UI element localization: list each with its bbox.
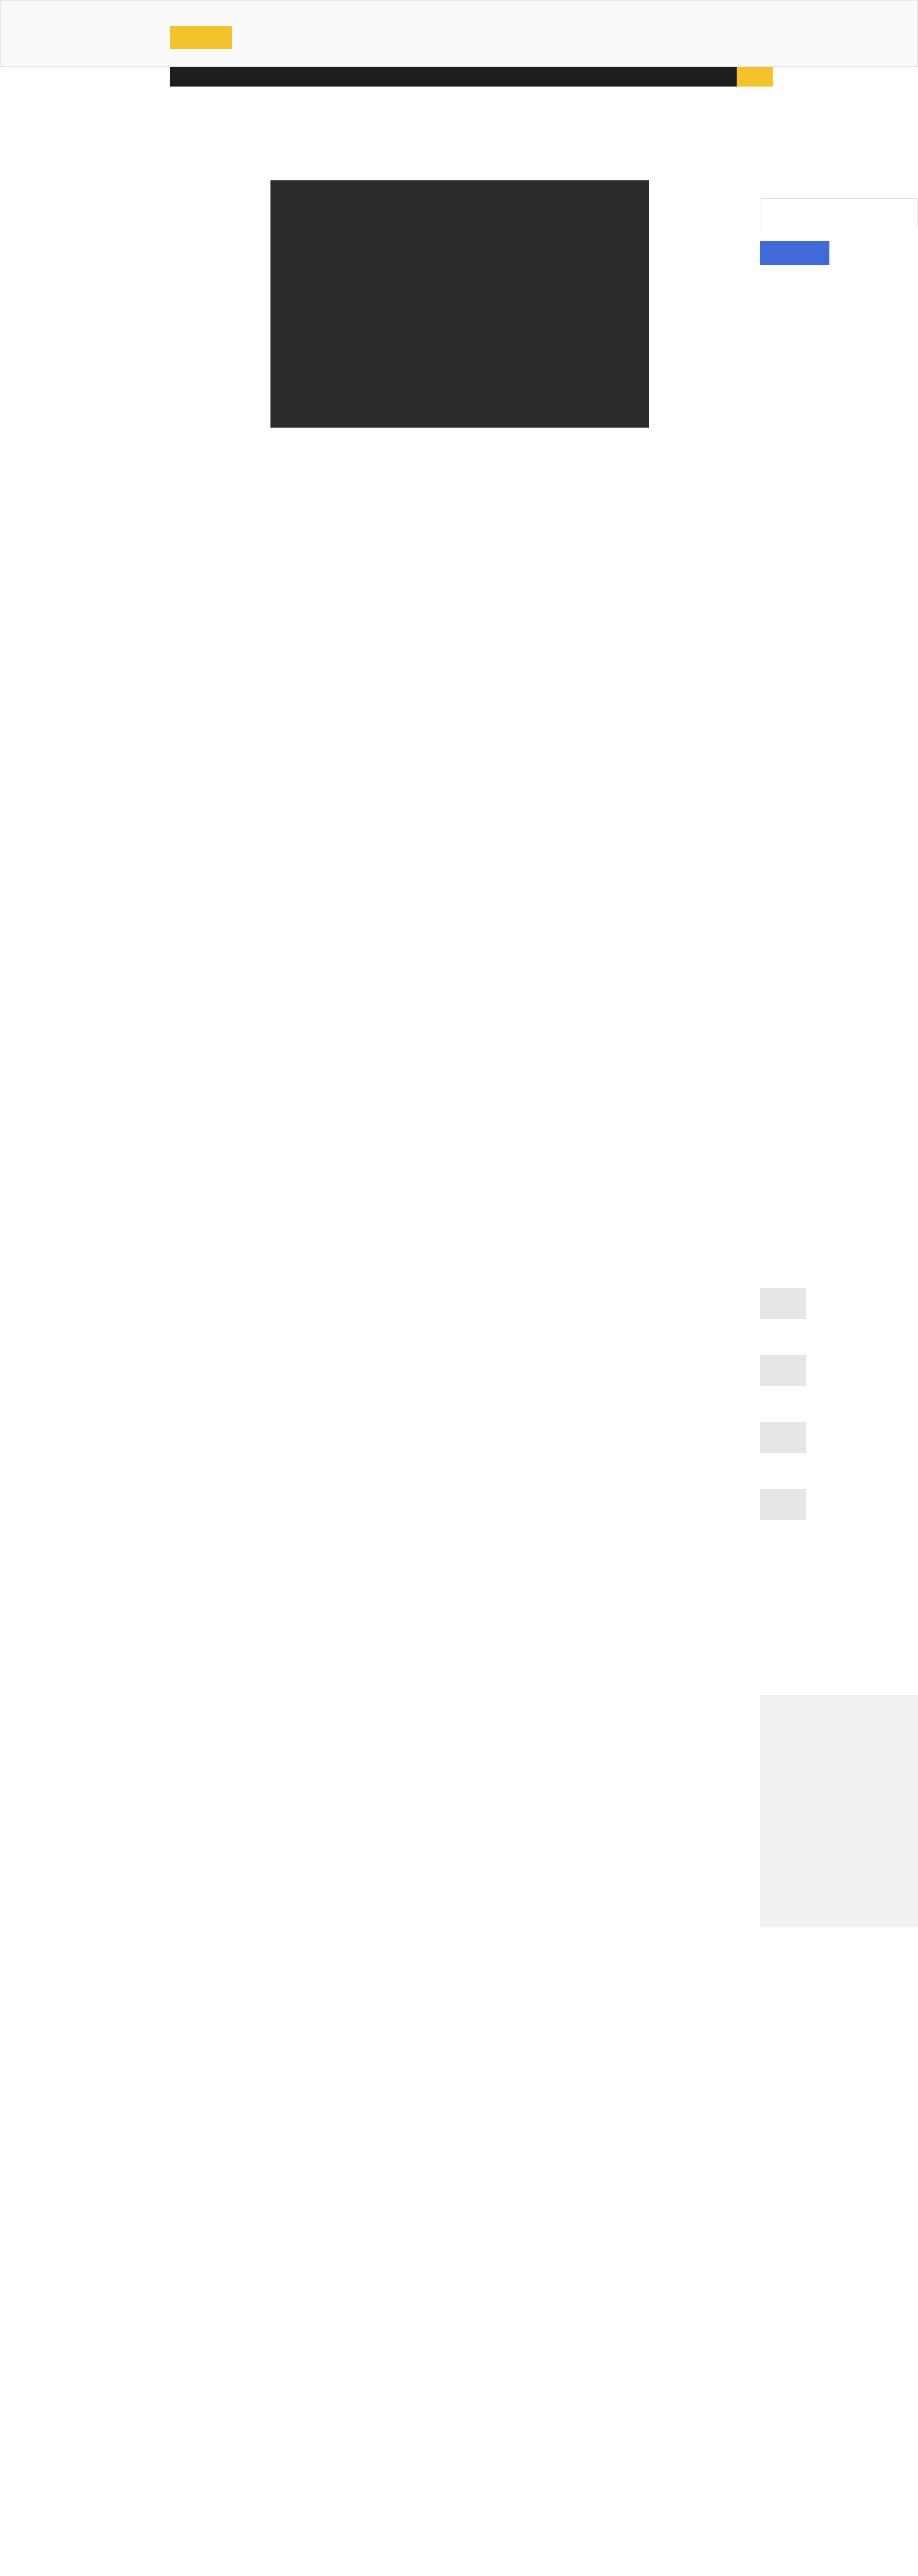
latest-news-list: [760, 1288, 918, 1618]
recent-comments-list: [760, 559, 918, 889]
categories-title: [760, 933, 918, 948]
recent-posts-list: [760, 327, 918, 482]
top-date: [170, 4, 325, 13]
article-title: [270, 461, 649, 528]
social-title: [760, 1636, 918, 1648]
recent-comments-title: [760, 531, 918, 546]
recent-posts-title: [760, 296, 918, 312]
sidebar-ad-banner[interactable]: [760, 1695, 918, 1927]
nav-items: [175, 72, 587, 82]
breadcrumbs: [170, 131, 634, 141]
latest-news-thumb[interactable]: [760, 1489, 806, 1520]
header-right-button-label: [737, 72, 773, 81]
site-header: [0, 0, 918, 67]
latest-news-thumb[interactable]: [760, 1288, 806, 1319]
sidebar-search-input[interactable]: [760, 198, 918, 228]
article-meta: [270, 531, 649, 541]
latest-news-thumb[interactable]: [760, 1355, 806, 1386]
latest-news-title: [760, 1261, 918, 1276]
article-category[interactable]: [270, 447, 348, 456]
sidebar-search-label: [760, 185, 894, 195]
latest-news-thumb[interactable]: [760, 1422, 806, 1453]
sidebar-search-button[interactable]: [760, 241, 829, 265]
featured-image: [270, 180, 649, 428]
categories-list: [760, 956, 918, 1234]
site-logo-text: [178, 31, 224, 44]
article-body: [270, 556, 649, 2576]
sidebar-ad-text: [770, 1752, 904, 1783]
